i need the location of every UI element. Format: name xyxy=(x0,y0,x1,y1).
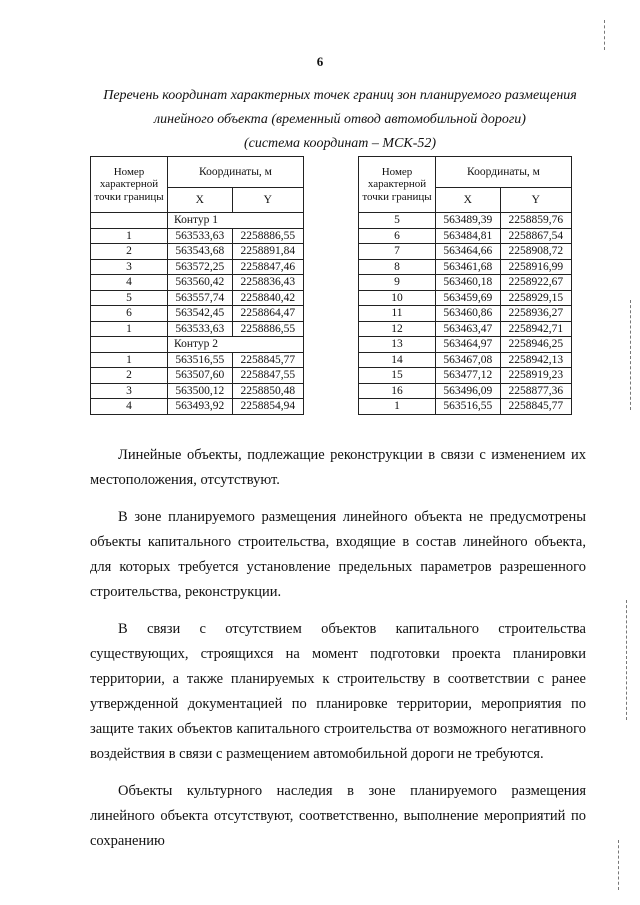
paragraph-4: Объекты культурного наследия в зоне планируемого размещения линейного объекта отсутствуют, соответственно, выполнение мероприятий по сохранению xyxy=(90,783,586,849)
y-coordinate-cell: 2258836,43 xyxy=(232,275,303,291)
x-coordinate-cell: 563484,81 xyxy=(436,228,501,244)
table-row xyxy=(91,352,304,368)
table-row xyxy=(91,228,304,244)
point-number-cell: 4 xyxy=(91,399,168,415)
y-coordinate-cell: 2258916,99 xyxy=(500,259,571,275)
y-coordinate-cell: 2258908,72 xyxy=(500,244,571,260)
y-coordinate-cell: 2258864,47 xyxy=(232,306,303,322)
x-coordinate-cell: 563489,39 xyxy=(436,213,501,229)
point-number-cell: 8 xyxy=(359,259,436,275)
y-coordinate-cell: 2258919,23 xyxy=(500,368,571,384)
scan-mark xyxy=(618,840,619,890)
x-coordinate-cell: 563516,55 xyxy=(436,399,501,415)
table-row xyxy=(359,383,572,399)
table-row xyxy=(91,383,304,399)
table-row xyxy=(91,368,304,384)
point-number-cell: 16 xyxy=(359,383,436,399)
point-number-cell: 3 xyxy=(91,259,168,275)
y-coordinate-cell: 2258942,13 xyxy=(500,352,571,368)
page-number: 6 xyxy=(316,54,324,69)
y-coordinate-cell: 2258877,36 xyxy=(500,383,571,399)
point-number-cell: 13 xyxy=(359,337,436,353)
table-row xyxy=(91,306,304,322)
table-row xyxy=(91,259,304,275)
y-coordinate-cell: 2258886,55 xyxy=(232,321,303,337)
x-coordinate-cell: 563459,69 xyxy=(436,290,501,306)
y-coordinate-cell: 2258850,48 xyxy=(232,383,303,399)
header-point-number: Номер характерной точки границы xyxy=(91,157,168,213)
x-coordinate-cell: 563543,68 xyxy=(168,244,233,260)
title-line-3: (система координат – МСК-52) xyxy=(243,136,437,151)
header-point-number: Номер характерной точки границы xyxy=(359,157,436,213)
x-coordinate-cell: 563542,45 xyxy=(168,306,233,322)
table-row xyxy=(359,337,572,353)
table-row xyxy=(359,399,572,415)
x-coordinate-cell: 563463,47 xyxy=(436,321,501,337)
scan-mark xyxy=(604,20,605,50)
table-row xyxy=(359,213,572,229)
table-row xyxy=(359,352,572,368)
table-row xyxy=(359,321,572,337)
point-number-cell: 1 xyxy=(359,399,436,415)
y-coordinate-cell: 2258845,77 xyxy=(232,352,303,368)
y-coordinate-cell: 2258845,77 xyxy=(500,399,571,415)
x-coordinate-cell: 563464,66 xyxy=(436,244,501,260)
scan-mark xyxy=(630,300,631,410)
y-coordinate-cell: 2258942,71 xyxy=(500,321,571,337)
y-coordinate-cell: 2258886,55 xyxy=(232,228,303,244)
x-coordinate-cell: 563572,25 xyxy=(168,259,233,275)
point-number-cell: 14 xyxy=(359,352,436,368)
contour-1-rows xyxy=(91,228,304,337)
x-coordinate-cell: 563496,09 xyxy=(436,383,501,399)
y-coordinate-cell: 2258891,84 xyxy=(232,244,303,260)
x-coordinate-cell: 563516,55 xyxy=(168,352,233,368)
table-row xyxy=(91,290,304,306)
title-line-2: линейного объекта (временный отвод автомобильной дороги) xyxy=(154,112,526,127)
header-x: X xyxy=(436,188,501,213)
point-number-cell: 1 xyxy=(91,321,168,337)
paragraph-3: В связи с отсутствием объектов капитального строительства существующих, строящихся на момент подготовки проекта планировки территории, а также планируемых к строительству в соответствии с ранее утвержденной документацией по планировке территории, мероприятия по защите таких объектов капитального строительства от возможного негативного воздействия в связи с размещением автомобильной дороги не требуются. xyxy=(90,621,586,762)
point-number-cell: 9 xyxy=(359,275,436,291)
body-text xyxy=(90,443,586,866)
x-coordinate-cell: 563557,74 xyxy=(168,290,233,306)
scan-mark xyxy=(626,600,627,720)
contour-2-label: Контур 2 xyxy=(168,337,304,353)
table-row xyxy=(359,275,572,291)
title-line-1: Перечень координат характерных точек границ зон планируемого размещения xyxy=(103,88,577,103)
table-row xyxy=(359,244,572,260)
paragraph-2: В зоне планируемого размещения линейного объекта не предусмотрены объекты капитального строительства, входящие в состав линейного объекта, для которых требуется установление предельных параметров разрешенного строительства, реконструкции. xyxy=(90,509,586,600)
point-number-cell: 10 xyxy=(359,290,436,306)
y-coordinate-cell: 2258867,54 xyxy=(500,228,571,244)
point-number-cell: 15 xyxy=(359,368,436,384)
table-row xyxy=(359,368,572,384)
contour-1-label: Контур 1 xyxy=(168,213,304,229)
point-number-cell: 11 xyxy=(359,306,436,322)
x-coordinate-cell: 563467,08 xyxy=(436,352,501,368)
x-coordinate-cell: 563533,63 xyxy=(168,321,233,337)
y-coordinate-cell: 2258929,15 xyxy=(500,290,571,306)
point-number-cell: 7 xyxy=(359,244,436,260)
point-number-cell: 6 xyxy=(359,228,436,244)
x-coordinate-cell: 563533,63 xyxy=(168,228,233,244)
header-coordinates: Координаты, м xyxy=(436,157,572,188)
document-title xyxy=(60,84,620,156)
x-coordinate-cell: 563560,42 xyxy=(168,275,233,291)
y-coordinate-cell: 2258854,94 xyxy=(232,399,303,415)
table-row xyxy=(91,244,304,260)
header-coordinates: Координаты, м xyxy=(168,157,304,188)
y-coordinate-cell: 2258936,27 xyxy=(500,306,571,322)
y-coordinate-cell: 2258946,25 xyxy=(500,337,571,353)
table-row xyxy=(359,259,572,275)
header-y: Y xyxy=(500,188,571,213)
table-row xyxy=(91,321,304,337)
paragraph-1: Линейные объекты, подлежащие реконструкции в связи с изменением их местоположения, отсутствуют. xyxy=(90,447,586,488)
table-row xyxy=(91,399,304,415)
table-row xyxy=(359,306,572,322)
x-coordinate-cell: 563461,68 xyxy=(436,259,501,275)
point-number-cell: 5 xyxy=(91,290,168,306)
x-coordinate-cell: 563464,97 xyxy=(436,337,501,353)
point-number-cell: 4 xyxy=(91,275,168,291)
x-coordinate-cell: 563460,86 xyxy=(436,306,501,322)
x-coordinate-cell: 563493,92 xyxy=(168,399,233,415)
y-coordinate-cell: 2258847,55 xyxy=(232,368,303,384)
x-coordinate-cell: 563507,60 xyxy=(168,368,233,384)
y-coordinate-cell: 2258840,42 xyxy=(232,290,303,306)
table-row xyxy=(359,290,572,306)
point-number-cell: 2 xyxy=(91,244,168,260)
point-number-cell: 1 xyxy=(91,228,168,244)
coordinates-table-left xyxy=(90,156,304,415)
point-number-cell: 6 xyxy=(91,306,168,322)
x-coordinate-cell: 563500,12 xyxy=(168,383,233,399)
x-coordinate-cell: 563460,18 xyxy=(436,275,501,291)
point-number-cell: 1 xyxy=(91,352,168,368)
point-number-cell: 12 xyxy=(359,321,436,337)
table-row xyxy=(91,275,304,291)
y-coordinate-cell: 2258847,46 xyxy=(232,259,303,275)
right-table-rows xyxy=(359,213,572,415)
y-coordinate-cell: 2258859,76 xyxy=(500,213,571,229)
coordinates-table-right xyxy=(358,156,572,415)
contour-2-rows xyxy=(91,352,304,414)
table-row xyxy=(359,228,572,244)
point-number-cell: 3 xyxy=(91,383,168,399)
y-coordinate-cell: 2258922,67 xyxy=(500,275,571,291)
point-number-cell: 5 xyxy=(359,213,436,229)
x-coordinate-cell: 563477,12 xyxy=(436,368,501,384)
header-y: Y xyxy=(232,188,303,213)
header-x: X xyxy=(168,188,233,213)
point-number-cell: 2 xyxy=(91,368,168,384)
